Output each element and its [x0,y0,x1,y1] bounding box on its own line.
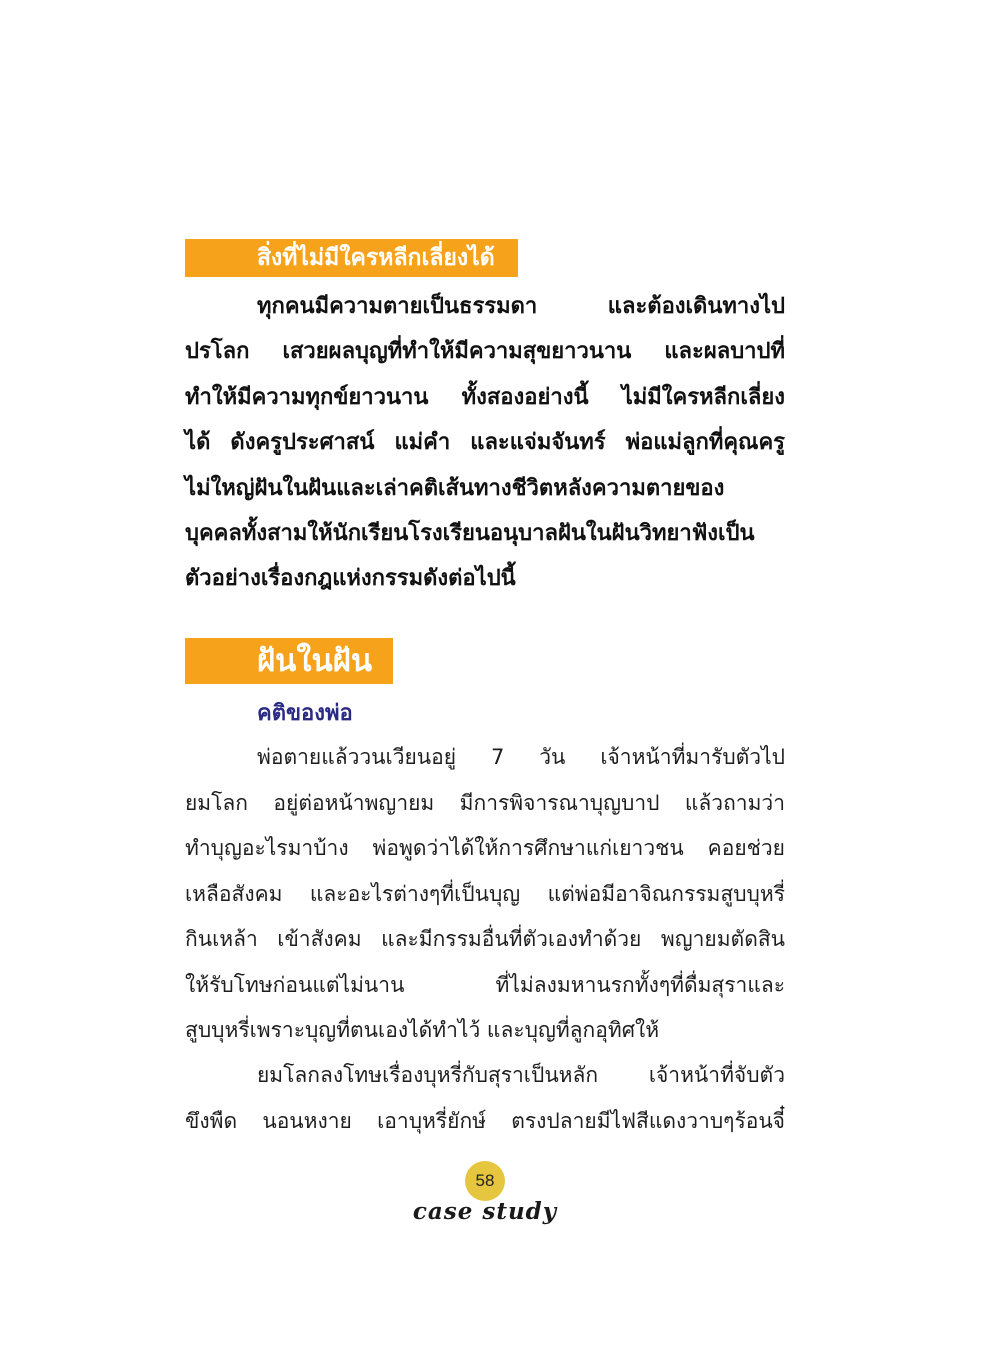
paragraph-line: ให้รับโทษก่อนแต่ไม่นาน ที่ไม่ลงมหานรกทั้งๆที่ดื่มสุราและ [185,972,785,997]
paragraph-line: ปรโลก เสวยผลบุญที่ทำให้มีความสุขยาวนาน และผลบาปที่ [185,339,785,365]
page-number-badge: 58 [465,1161,505,1201]
paragraph-line: สูบบุหรี่เพราะบุญที่ตนเองได้ทำไว้ และบุญที่ลูกอุทิศให้ [185,1018,660,1042]
chapter-heading-text: ฝันในฝัน [257,643,373,679]
footer-title: case study [412,1198,558,1225]
paragraph-line: ตัวอย่างเรื่องกฎแห่งกรรมดังต่อไปนี้ [185,566,516,592]
paragraph-line: เหลือสังคม และอะไรต่างๆที่เป็นบุญ แต่พ่อมีอาจิณกรรมสูบบุหรี่ [185,881,785,906]
paragraph-line: ไม่ใหญ่ฝันในฝันและเล่าคติเส้นทางชีวิตหลังความตายของ [185,475,725,501]
paragraph-line: ทำให้มีความทุกข์ยาวนาน ทั้งสองอย่างนี้ ไม่มีใครหลีกเลี่ยง [185,384,785,410]
chapter-heading-banner [185,638,393,684]
intro-paragraph [185,284,785,602]
paragraph-line: ทำบุญอะไรมาบ้าง พ่อพูดว่าได้ให้การศึกษาแก่เยาวชน คอยช่วย [185,836,785,860]
paragraph-line: ขึงพืด นอนหงาย เอาบุหรี่ยักษ์ ตรงปลายมีไฟสีแดงวาบๆร้อนจี๋ [185,1108,785,1133]
paragraph-line: พ่อตายแล้ววนเวียนอยู่ 7 วัน เจ้าหน้าที่มารับตัวไป [257,745,785,769]
paragraph-line: ทุกคนมีความตายเป็นธรรมดา และต้องเดินทางไป [257,294,785,319]
story-subheading: คติของพ่อ [257,701,353,726]
paragraph-line: กินเหล้า เข้าสังคม และมีกรรมอื่นที่ตัวเองทำด้วย พญายมตัดสิน [185,927,785,951]
paragraph-line: ได้ ดังครูประศาสน์ แม่คำ และแจ่มจันทร์ พ่อแม่ลูกที่คุณครู [185,430,785,456]
body-paragraph [185,735,785,1054]
section-heading-banner [185,239,518,277]
section-heading-text: สิ่งที่ไม่มีใครหลีกเลี่ยงได้ [257,245,495,271]
paragraph-line: ยมโลก อยู่ต่อหน้าพญายม มีการพิจารณาบุญบาป แล้วถามว่า [185,790,785,815]
paragraph-line: บุคคลทั้งสามให้นักเรียนโรงเรียนอนุบาลฝันในฝันวิทยาฟังเป็น [185,520,755,546]
paragraph-line: ยมโลกลงโทษเรื่องบุหรี่กับสุราเป็นหลัก เจ้าหน้าที่จับตัว [257,1063,785,1087]
body-paragraph [185,1053,785,1144]
